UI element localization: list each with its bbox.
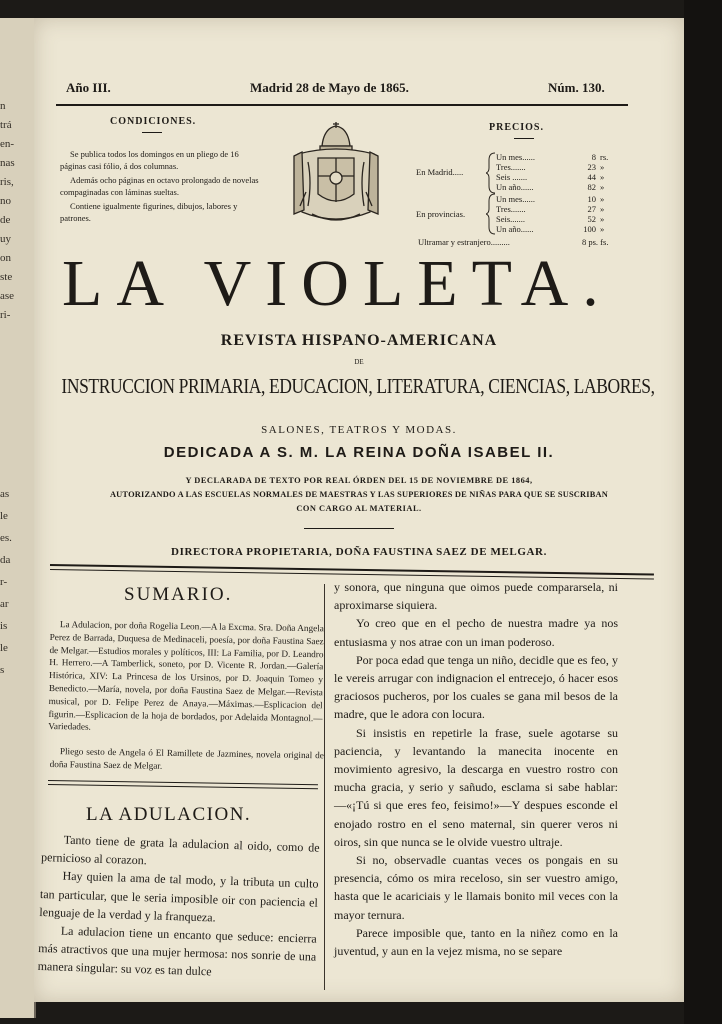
newspaper-title: LA VIOLETA.	[62, 247, 613, 320]
issue-number: Núm. 130.	[548, 80, 605, 95]
conditions-title: CONDICIONES.	[110, 116, 197, 127]
price-value: 27	[587, 204, 596, 214]
right-paragraph-5: Si no, observadle cuantas veces os pongais en su presencia, cómo os mira receloso, sin ser vuestro amigo, hasta que le acariciais y le llamais bonito mil veces con la mayor ternura.	[334, 853, 618, 922]
price-unit: »	[600, 182, 605, 192]
article-title: LA ADULACION.	[86, 804, 252, 825]
masthead-declaration-3: CON CARGO AL MATERIAL.	[296, 504, 422, 513]
left-margin-fragment: ste	[0, 271, 13, 283]
prices-title: PRECIOS.	[489, 122, 544, 133]
price-value: 100	[583, 224, 596, 234]
masthead-director: DIRECTORA PROPIETARIA, DOÑA FAUSTINA SAEZ DE MELGAR.	[171, 546, 547, 558]
price-unit: »	[600, 194, 605, 204]
left-margin-fragment: ri-	[0, 309, 11, 321]
left-margin-fragment: r-	[0, 576, 8, 588]
sumario-title: SUMARIO.	[124, 584, 233, 605]
article-paragraph-3: La adulacion tiene un encanto que seduce: encierra más atractivos que una mujer hermosa: nos sonrie de una manera singular: su voz es tan dulce	[37, 923, 317, 979]
left-margin-fragment: de	[0, 214, 11, 226]
newspaper-page	[34, 18, 684, 1002]
article-paragraph-1: Tanto tiene de grata la adulacion al oido, como de pernicioso al corazon.	[40, 832, 320, 868]
right-paragraph-1: y sonora, que ninguna que oimos puede compararsela, ni aproximarse siquiera.	[334, 580, 618, 613]
masthead-de: DE	[354, 358, 364, 366]
sumario-text: La Adulacion, por doña Rogelia Leon.—A la Excma. Sra. Doña Angela Perez de Barrada, Duquesa de Medinaceli, poesía, por doña Faustina Saez de Melgar.—Estudios morales y políticos, III: La Familia, por D. Leandro H. Herrero.—A Tamberlick, soneto, por D. Vicente R. Jordan.—Galería Histórica, XIV: La Princesa de los Ursinos, por D. Joaquin Tomeo y Benedicto.—María, novela, por doña Faustina Saez de Melgar.—Revista musical, por D. Felipe Perez de Anaya.—Máximas.—Esplicacion del figurin.—Esplicacion de la hoja de bordados, por Adelaida Montagnol.—Variedades.	[48, 619, 324, 733]
price-period: Seis.......	[496, 214, 526, 224]
masthead-dedication: DEDICADA A S. M. LA REINA DOÑA ISABEL II.	[163, 444, 555, 461]
sumario-rule-2	[48, 784, 318, 789]
price-period: Tres.......	[496, 162, 526, 172]
right-background-edge	[684, 0, 722, 1024]
conditions-paragraph-3: Contiene igualmente figurines, dibujos, labores y patrones.	[60, 201, 238, 223]
masthead-subtitle: REVISTA HISPANO-AMERICANA	[220, 332, 498, 349]
left-margin-fragment: on	[0, 252, 11, 264]
left-margin-fragment: uy	[0, 233, 11, 245]
prices-provincias-label: En provincias.	[416, 209, 466, 219]
price-period: Un mes......	[496, 194, 535, 204]
price-period: Tres.......	[496, 204, 526, 214]
header-rule	[56, 104, 628, 106]
royal-crest-icon	[288, 122, 384, 230]
prices-title-rule	[514, 138, 534, 139]
right-paragraph-2: Yo creo que en el pecho de nuestra madre ya nos entusiasma y nos atrae con un iman poderoso.	[334, 616, 618, 649]
left-margin-fragment: trá	[0, 119, 12, 131]
left-margin-fragment: le	[0, 642, 8, 654]
price-value: 10	[587, 194, 596, 204]
article-right-column	[334, 578, 618, 960]
issue-date: Madrid 28 de Mayo de 1865.	[250, 80, 409, 95]
price-value: 52	[587, 214, 596, 224]
masthead-topics-2: SALONES, TEATROS Y MODAS.	[261, 424, 457, 436]
left-margin-fragment: ris,	[0, 176, 14, 188]
price-unit: »	[600, 224, 605, 234]
price-unit: »	[600, 172, 605, 182]
prices-ultramar-label: Ultramar y estranjero.........	[418, 237, 510, 247]
prices-brace-icon	[486, 152, 496, 236]
conditions-paragraph-2: Además ocho páginas en octavo prolongado de novelas compaginadas con láminas sueltas.	[60, 175, 259, 197]
price-period: Seis .......	[496, 172, 528, 182]
price-value: 82	[587, 182, 596, 192]
left-margin-fragment: le	[0, 510, 8, 522]
left-margin-fragment: da	[0, 554, 11, 566]
price-unit: »	[600, 214, 605, 224]
left-margin-fragment: s	[0, 664, 5, 676]
masthead-topics: INSTRUCCION PRIMARIA, EDUCACION, LITERATURA, CIENCIAS, LABORES,	[61, 374, 655, 398]
column-separator	[324, 584, 325, 990]
masthead-declaration-2: AUTORIZANDO A LAS ESCUELAS NORMALES DE MAESTRAS Y LAS SUPERIORES DE NIÑAS PARA QUE SE SUSCRIBAN	[109, 490, 609, 499]
right-paragraph-6: Parece imposible que, tanto en la niñez como en la juventud, y aun en la vejez misma, no se separe	[334, 925, 618, 959]
issue-year: Año III.	[66, 80, 111, 95]
article-left-column	[37, 830, 319, 984]
conditions-paragraph-1: Se publica todos los domingos en un pliego de 16 páginas casi fólio, á dos columnas.	[60, 149, 239, 171]
conditions-title-rule	[142, 132, 162, 133]
article-paragraph-2: Hay quien la ama de tal modo, y la tributa un culto tan particular, que le seria imposible oir con paciencia el lenguaje de la verdad y la franqueza.	[39, 869, 319, 925]
masthead-short-rule	[304, 528, 394, 529]
prices-ultramar-price: 8 ps. fs.	[582, 237, 609, 247]
left-margin-fragment: es.	[0, 532, 12, 544]
price-period: Un mes......	[496, 152, 535, 162]
right-paragraph-4: Si insistis en repetirle la frase, suele agotarse su paciencia, y levantando la manecita inocente en movimiento agresivo, la descarga en vuestro rostro con mucha gracia, y serio y sañudo, esclama si sabe hablar:—«¡Tú si que eres feo, feisimo!»—Y despues esconde el enojado rostro en el seno maternal, sin querer veros ni oiros, sin que nunca se le olvide vuestro ultraje.	[334, 725, 618, 849]
left-margin-fragment: n	[0, 100, 6, 112]
left-margin-fragment: en-	[0, 138, 15, 150]
prices-madrid-label: En Madrid.....	[416, 167, 464, 177]
left-margin-fragment: as	[0, 488, 10, 500]
price-period: Un año......	[496, 182, 534, 192]
price-period: Un año......	[496, 224, 534, 234]
price-unit: rs.	[600, 152, 609, 162]
left-margin-fragment: no	[0, 195, 11, 207]
left-margin-fragment: ar	[0, 598, 9, 610]
left-margin-fragment: is	[0, 620, 8, 632]
left-margin-fragment: ase	[0, 290, 15, 302]
sumario-text-2: Pliego sesto de Angela ó El Ramillete de Jazmines, novela original de doña Faustina Saez de Melgar.	[49, 746, 324, 771]
price-value: 44	[587, 172, 596, 182]
price-value: 8	[591, 152, 596, 162]
price-unit: »	[600, 162, 605, 172]
left-margin-fragment: nas	[0, 157, 15, 169]
masthead-declaration-1: Y DECLARADA DE TEXTO POR REAL ÓRDEN DEL 15 DE NOVIEMBRE DE 1864,	[185, 476, 533, 485]
left-page-edge	[0, 18, 36, 1018]
right-paragraph-3: Por poca edad que tenga un niño, decidle que es feo, y le vereis arrugar con indignacion el entrecejo, ó hacer esos graciosos pucheros, por los cuales se gana mil besos de la madre, que le adora con locura.	[334, 652, 618, 722]
price-value: 23	[587, 162, 596, 172]
price-unit: »	[600, 204, 605, 214]
